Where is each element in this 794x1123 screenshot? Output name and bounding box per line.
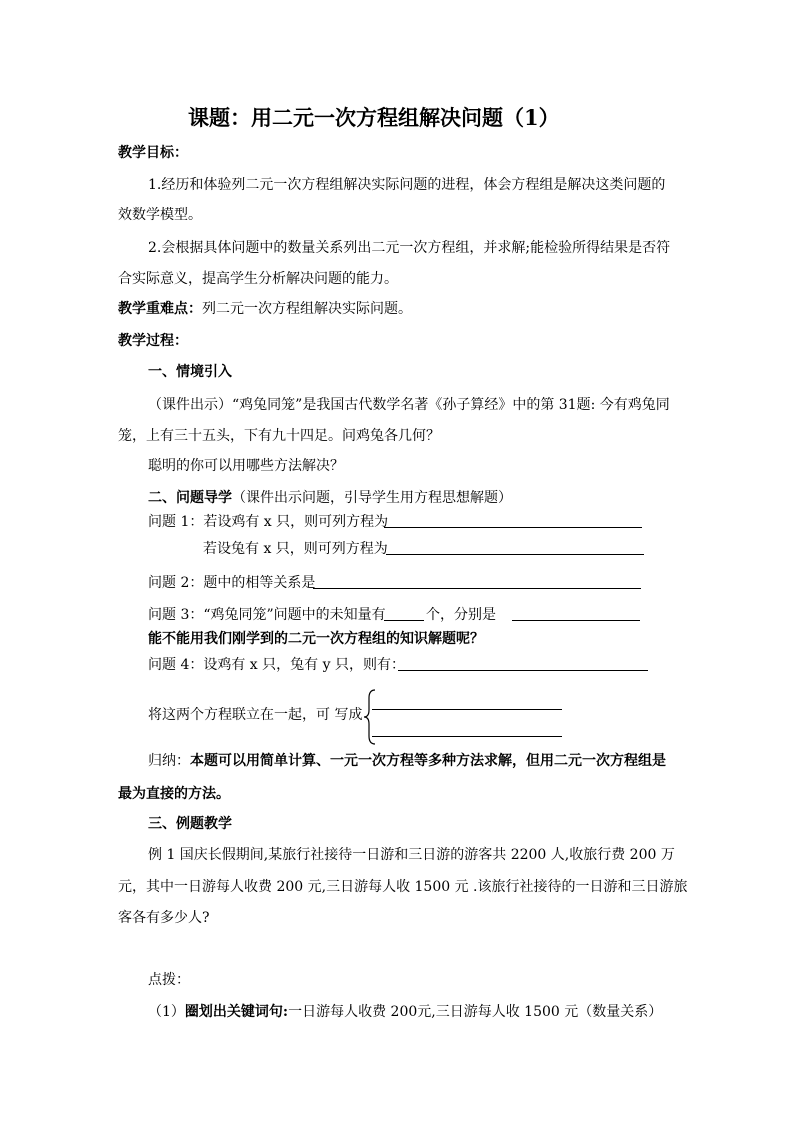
section-1-question: 聪明的你可以用哪些方法解决？: [148, 458, 344, 474]
hint-item-1: [148, 1002, 662, 1022]
objective-1-line-1: 1.经历和体验列二元一次方程组解决实际问题的进程，体会方程组是解决这类问题的: [148, 177, 666, 193]
question-2: 问题 2：题中的相等关系是: [148, 575, 316, 591]
question-3-part-2: 个，分别是: [426, 607, 496, 623]
section-3-heading: 三、例题教学: [148, 816, 232, 832]
hint-item-1-number: （1）: [148, 1004, 185, 1020]
key-points: [118, 299, 412, 319]
hint-label: 点拨：: [148, 972, 190, 988]
objective-2-line-1: 2.会根据具体问题中的数量关系列出二元一次方程组，并求解;能检验所得结果是否符: [148, 240, 671, 256]
question-1b: 若设兔有 x 只，则可列方程为: [203, 541, 388, 557]
section-1-paragraph-line-1: （课件出示）“鸡兔同笼”是我国古代数学名著《孙子算经》中的第 31题: 今有鸡兔同: [148, 397, 670, 413]
summary-line-1: [148, 751, 666, 771]
answer-blank-3-names[interactable]: [512, 620, 640, 621]
hint-item-1-text: 一日游每人收费 200元,三日游每人收 1500 元（数量关系）: [288, 1004, 663, 1020]
objectives-heading: 教学目标：: [118, 145, 188, 161]
key-points-label: 教学重难点：: [118, 301, 202, 317]
summary-line-2: 最为直接的方法。: [118, 786, 230, 802]
summary-text: 本题可以用简单计算、一元一次方程等多种方法求解，但用二元一次方程组是: [190, 753, 666, 769]
answer-blank-2[interactable]: [313, 588, 641, 589]
example-1-line-3: 客各有多少人?: [118, 910, 210, 926]
answer-blank-1b[interactable]: [386, 554, 644, 555]
page-title: 课题：用二元一次方程组解决问题（1）: [188, 105, 560, 130]
hint-item-1-bold: 圈划出关键词句:: [184, 1004, 289, 1020]
example-1-line-1: 例 1 国庆长假期间,某旅行社接待一日游和三日游的游客共 2200 人,收旅行费 200 万: [148, 847, 675, 863]
section-2-heading: 二、问题导学: [148, 490, 232, 506]
answer-blank-4[interactable]: [398, 670, 648, 671]
section-1-heading: 一、情境引入: [148, 364, 232, 380]
objective-2-line-2: 合实际意义，提高学生分析解决问题的能力。: [118, 271, 398, 287]
process-heading: 教学过程：: [118, 333, 188, 349]
question-3-part-1: 问题 3：“鸡兔同笼”问题中的未知量有: [148, 607, 386, 623]
objective-1-line-2: 效数学模型。: [118, 207, 202, 223]
section-2-heading-note: （课件出示问题，引导学生用方程思想解题）: [232, 490, 512, 506]
bold-question: 能不能用我们刚学到的二元一次方程组的知识解题呢？: [148, 631, 484, 647]
section-1-paragraph-line-2: 笼，上有三十五头，下有九十四足。问鸡兔各几何？: [118, 428, 440, 444]
question-4: 问题 4：设鸡有 x 只，兔有 y 只，则有：: [148, 657, 405, 673]
summary-label: 归纳：: [148, 753, 190, 769]
example-1-line-2: 元，其中一日游每人收费 200 元,三日游每人收 1500 元 .该旅行社接待的一日游和三日游旅: [118, 879, 688, 895]
left-brace-icon: [362, 688, 378, 746]
answer-blank-1a[interactable]: [384, 527, 642, 528]
key-points-text: 列二元一次方程组解决实际问题。: [202, 301, 412, 317]
system-blank-2[interactable]: [372, 736, 562, 737]
system-blank-1[interactable]: [372, 709, 562, 710]
section-2-heading-row: [148, 488, 512, 508]
combine-instruction: 将这两个方程联立在一起，可 写成: [148, 707, 363, 723]
question-1a: 问题 1：若设鸡有 x 只，则可列方程为: [148, 514, 389, 530]
answer-blank-3-count[interactable]: [384, 620, 424, 621]
